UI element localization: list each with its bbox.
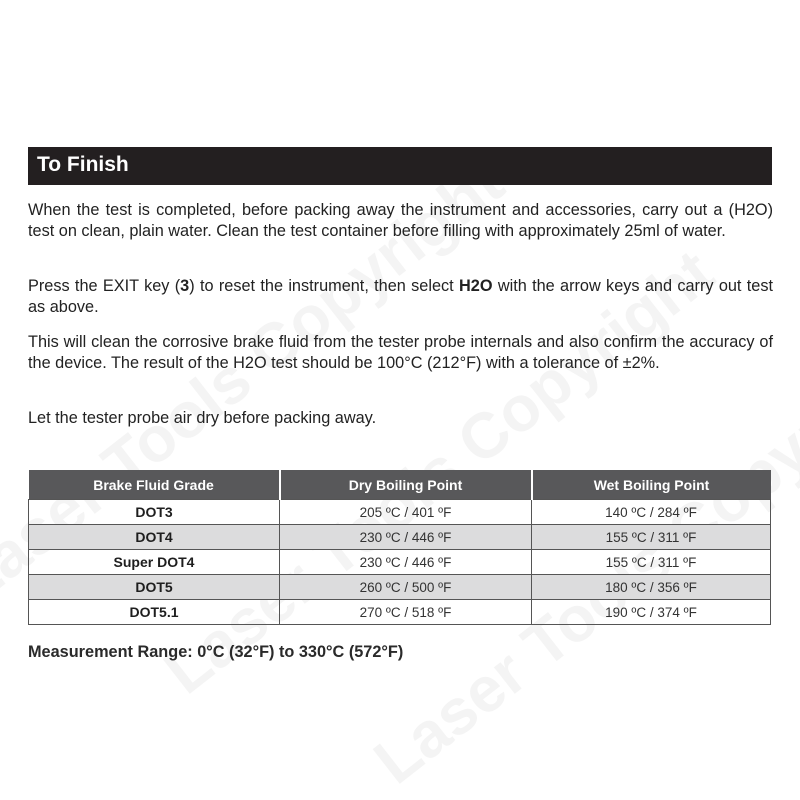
cell-grade: DOT5 xyxy=(29,575,280,600)
table-row xyxy=(29,550,771,575)
cell-dry: 205 ºC / 401 ºF xyxy=(280,500,532,525)
paragraph-exit-key xyxy=(28,276,773,317)
column-header-wet: Wet Boiling Point xyxy=(532,470,771,500)
paragraph-text: with the arrow keys and carry out test as above. xyxy=(28,277,774,316)
key-number: 3 xyxy=(180,277,190,295)
column-header-dry: Dry Boiling Point xyxy=(280,470,532,500)
section-title: To Finish xyxy=(37,153,129,176)
paragraph-cleaning-test: When the test is completed, before packing away the instrument and accessories, carry out a (H2O) test on clean, plain water. Clean the test container before filling with approximately 25ml of water. xyxy=(28,201,773,240)
cell-wet: 190 ºC / 374 ºF xyxy=(532,600,771,625)
table-row xyxy=(29,600,771,625)
cell-dry: 270 ºC / 518 ºF xyxy=(280,600,532,625)
mode-name: H2O xyxy=(459,277,493,295)
cell-dry: 230 ºC / 446 ºF xyxy=(280,525,532,550)
cell-grade: DOT5.1 xyxy=(29,600,280,625)
boiling-point-table xyxy=(28,470,771,625)
section-header xyxy=(28,147,772,185)
cell-wet: 180 ºC / 356 ºF xyxy=(532,575,771,600)
cell-grade: DOT4 xyxy=(29,525,280,550)
table-header-row xyxy=(29,470,771,500)
paragraph-clean-confirm: This will clean the corrosive brake fluid from the tester probe internals and also confirm the accuracy of the device. The result of the H2O test should be 100°C (212°F) with a tolerance of ±2%. xyxy=(28,333,773,372)
cell-wet: 155 ºC / 311 ºF xyxy=(532,550,771,575)
cell-wet: 155 ºC / 311 ºF xyxy=(532,525,771,550)
table-row xyxy=(29,500,771,525)
paragraph-air-dry: Let the tester probe air dry before packing away. xyxy=(28,409,377,427)
table-row xyxy=(29,575,771,600)
cell-grade: DOT3 xyxy=(29,500,280,525)
measurement-range: Measurement Range: 0°C (32°F) to 330°C (572°F) xyxy=(28,643,404,661)
paragraph-text: Press the EXIT key ( xyxy=(28,277,181,295)
paragraph-text: ) to reset the instrument, then select xyxy=(189,277,460,295)
cell-dry: 230 ºC / 446 ºF xyxy=(280,550,532,575)
table-row xyxy=(29,525,771,550)
column-header-grade: Brake Fluid Grade xyxy=(29,470,280,500)
cell-grade: Super DOT4 xyxy=(29,550,280,575)
cell-dry: 260 ºC / 500 ºF xyxy=(280,575,532,600)
cell-wet: 140 ºC / 284 ºF xyxy=(532,500,771,525)
